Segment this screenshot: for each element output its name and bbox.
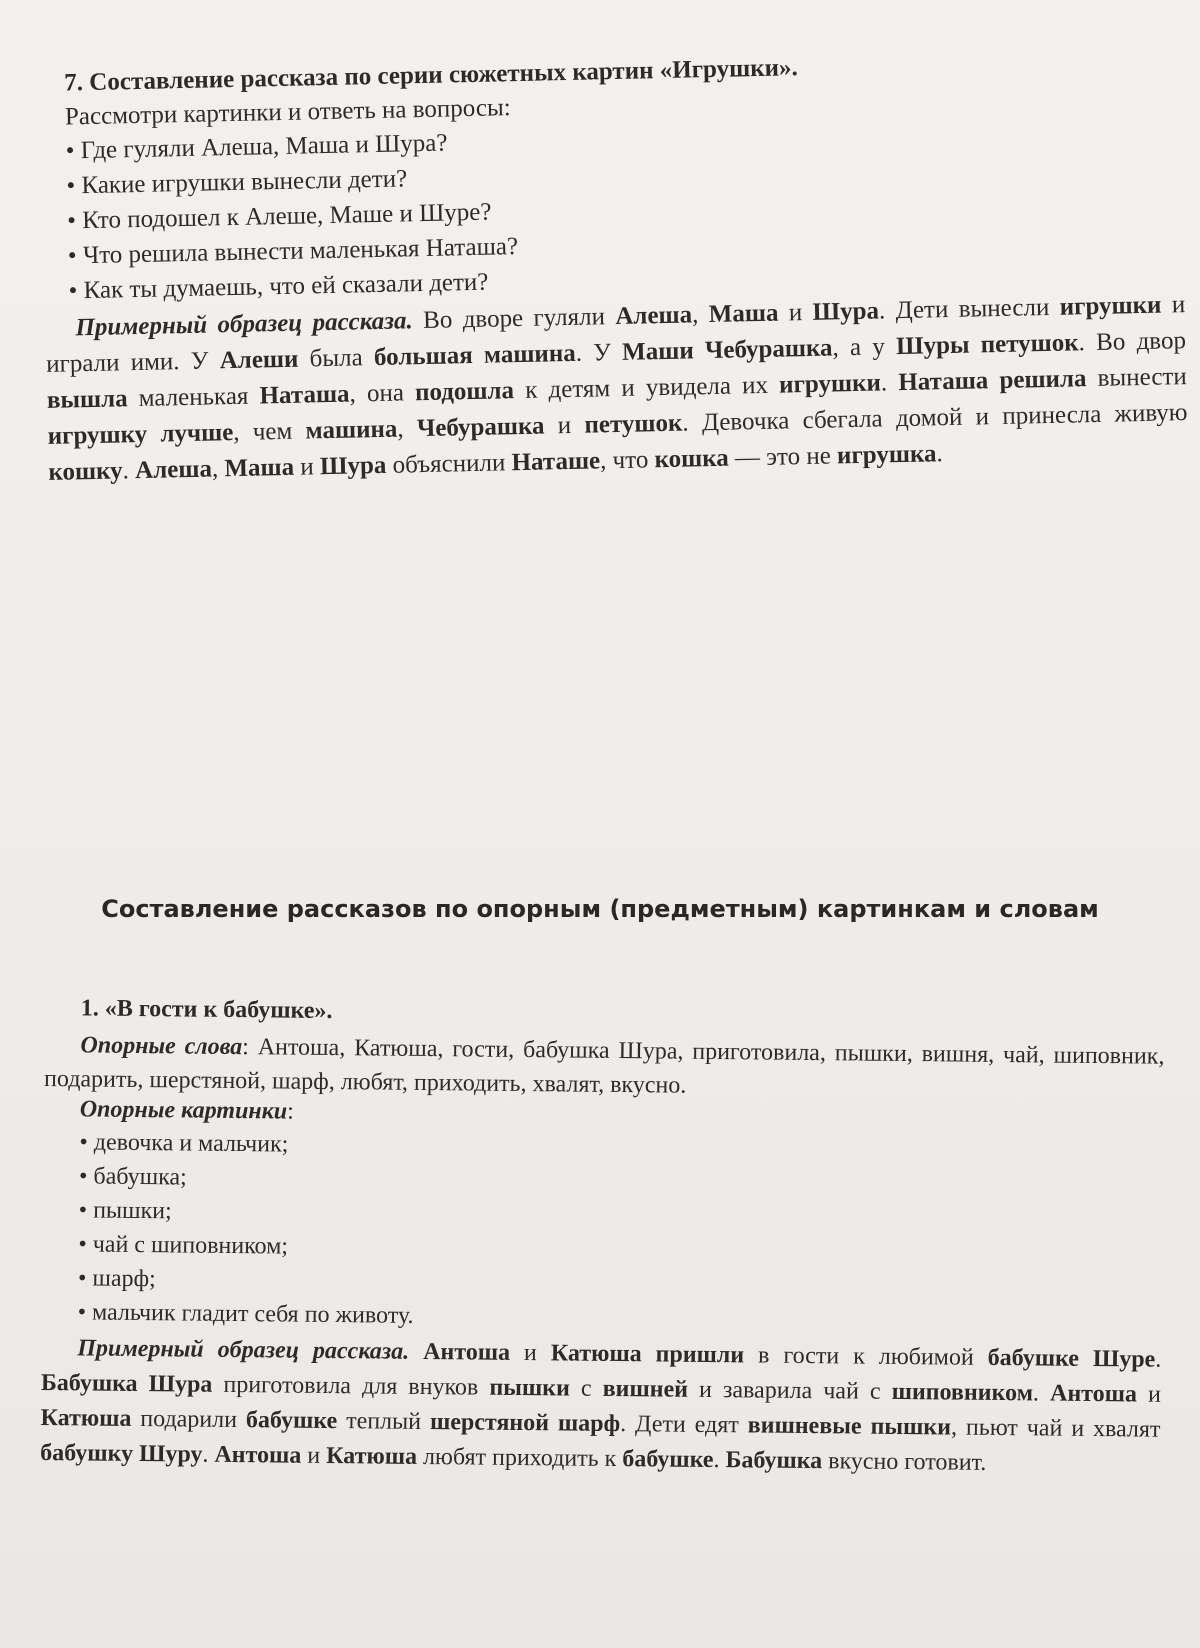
emphasized-word: бабушку Шуру [40, 1439, 203, 1468]
story-text: подарили [131, 1405, 247, 1434]
emphasized-word: Антоша [214, 1441, 302, 1469]
story-text: и [1136, 1381, 1162, 1408]
question-item: • Какие игрушки вынесли дети? [66, 145, 1182, 203]
emphasized-word: Алеша [134, 455, 213, 485]
question-item: • Как ты думаешь, что ей сказали дети? [68, 250, 1184, 308]
emphasized-word: Наташе [511, 447, 601, 477]
key-pictures-heading: Опорные картинки: [79, 1096, 295, 1125]
story-text: . [1155, 1346, 1162, 1373]
emphasized-word: Маша [708, 299, 779, 329]
story-text: и заварила чай с [687, 1376, 892, 1405]
key-pictures-label: Опорные картинки [79, 1096, 288, 1125]
emphasized-word: вышла [46, 385, 128, 414]
emphasized-word: Бабушка Шура [40, 1369, 213, 1398]
emphasized-word: Алеши [219, 345, 299, 375]
story-text: , а у [832, 333, 897, 362]
emphasized-word: большая машина [373, 339, 576, 372]
story-text: . [202, 1441, 215, 1468]
emphasized-word: Алеша [615, 301, 693, 331]
story-text: и [778, 298, 813, 327]
story-text: . [1032, 1380, 1051, 1407]
story-text: в гости к любимой [744, 1342, 988, 1371]
story-text: . [122, 457, 136, 485]
key-pictures-list [42, 1125, 1164, 1341]
story-text: , она [349, 379, 416, 408]
emphasized-word: Катюша пришли [550, 1340, 745, 1369]
story-text: и [544, 411, 585, 440]
exercise-1 [40, 995, 1165, 1483]
emphasized-word: Антоша [1049, 1380, 1138, 1408]
question-item: • Кто подошел к Алеше, Маше и Шуре? [67, 180, 1183, 238]
story-lead-label: Примерный образец рассказа. [77, 1335, 410, 1365]
emphasized-word: пышки [489, 1374, 571, 1402]
story-lead-label: Примерный образец рассказа. [75, 307, 414, 342]
questions-list [41, 110, 1184, 309]
story-text: и [301, 1442, 327, 1469]
emphasized-word: кошку [48, 457, 123, 486]
emphasized-word: Наташа [259, 380, 350, 410]
picture-item: • пышки; [79, 1193, 1163, 1238]
story-text: . Во двор [1078, 327, 1187, 357]
section-7-intro: Рассмотри картинки и ответь на вопросы: [64, 94, 511, 131]
emphasized-word: Чебурашка [416, 412, 545, 443]
story-text: и [293, 453, 321, 481]
story-text: — это не [728, 442, 838, 472]
emphasized-word: шиповником [891, 1378, 1034, 1407]
emphasized-word: Маши Чебурашка [621, 334, 833, 366]
story-text: . [936, 440, 944, 468]
story-text: . [713, 1447, 726, 1474]
story-text: . Дети вынесли [878, 293, 1060, 325]
story-text: любят приходить к [416, 1443, 623, 1473]
emphasized-word: петушок [584, 409, 683, 439]
story-text [409, 1339, 423, 1365]
section-heading: Составление рассказов по опорным (предметным) картинкам и словам [101, 895, 1099, 923]
picture-item: • шарф; [78, 1261, 1162, 1306]
section-7-title: 7. Составление рассказа по серии сюжетных картин «Игрушки». [63, 54, 799, 97]
story-text: . [880, 369, 899, 397]
emphasized-word: вишневые пышки [747, 1412, 952, 1441]
emphasized-word: подошла [414, 377, 515, 407]
emphasized-word: игрушки [1059, 291, 1162, 321]
story-text: , [691, 301, 710, 329]
story-text: . У [575, 338, 623, 367]
emphasized-word: Катюша [40, 1404, 132, 1432]
story-text: вынести [1086, 363, 1187, 393]
sample-story-toys [45, 287, 1189, 491]
emphasized-word: кошка [654, 444, 730, 474]
story-text: маленькая [127, 382, 260, 413]
emphasized-word: Бабушка [725, 1447, 823, 1475]
story-text: , [211, 455, 225, 483]
question-item: • Где гуляли Алеша, Маша и Шура? [65, 110, 1181, 168]
story-text: вкусно готовит. [822, 1448, 987, 1476]
sample-story-grandma [40, 1331, 1161, 1483]
picture-item: • мальчик гладит себя по животу. [78, 1295, 1162, 1340]
emphasized-word: бабушке [622, 1446, 714, 1474]
question-item: • Что решила вынести маленькая Наташа? [68, 215, 1184, 273]
picture-item: • девочка и мальчик; [79, 1125, 1163, 1170]
picture-item: • бабушка; [79, 1159, 1163, 1204]
emphasized-word: Катюша [326, 1442, 418, 1470]
emphasized-word: Шуры петушок [895, 329, 1079, 361]
emphasized-word: Наташа решила [898, 365, 1087, 397]
key-words-list: : Антоша, Катюша, гости, бабушка Шура, приготовила, пышки, вишня, чай, шиповник, подарить, шерстяной, шарф, любят, приходить, хвалят, вкусно. [43, 1034, 1165, 1099]
emphasized-word: вишней [602, 1375, 689, 1403]
story-text: , что [599, 446, 655, 475]
story-text: , пьют чай и хвалят [950, 1414, 1161, 1443]
story-text: приготовила для внуков [212, 1371, 490, 1401]
story-text: . Дети едят [620, 1411, 748, 1439]
story-text: с [569, 1375, 603, 1402]
story-text: была [298, 344, 375, 373]
story-text: объяснили [386, 449, 512, 479]
story-text: теплый [337, 1408, 431, 1436]
emphasized-word: Шура [319, 451, 387, 481]
story-text: Во дворе гуляли [412, 303, 616, 335]
emphasized-word: шерстяной шарф [429, 1409, 621, 1438]
story-text: , чем [232, 417, 306, 447]
emphasized-word: бабушке [245, 1407, 338, 1435]
key-words-label: Опорные слова [80, 1032, 243, 1061]
emphasized-word: Антоша [423, 1338, 511, 1366]
story-text: и играли ими. У [45, 291, 1186, 378]
emphasized-word: бабушке Шуре [987, 1344, 1156, 1373]
exercise-1-title: 1. «В гости к бабушке». [80, 995, 333, 1025]
emphasized-word: Маша [224, 453, 295, 483]
emphasized-word: Шура [812, 297, 880, 326]
key-words-paragraph [44, 1028, 1165, 1108]
story-text: и [509, 1339, 551, 1367]
story-text: , [397, 415, 418, 443]
emphasized-word: игрушка [836, 440, 937, 470]
story-text: . Девочка сбегала домой и принесла живую [682, 399, 1188, 437]
picture-item: • чай с шиповником; [78, 1227, 1162, 1272]
emphasized-word: машина [305, 415, 398, 445]
story-text: к детям и увидела их [513, 371, 780, 405]
emphasized-word: игрушки [778, 369, 882, 399]
section-7 [40, 46, 1189, 491]
emphasized-word: игрушку лучше [47, 419, 234, 450]
